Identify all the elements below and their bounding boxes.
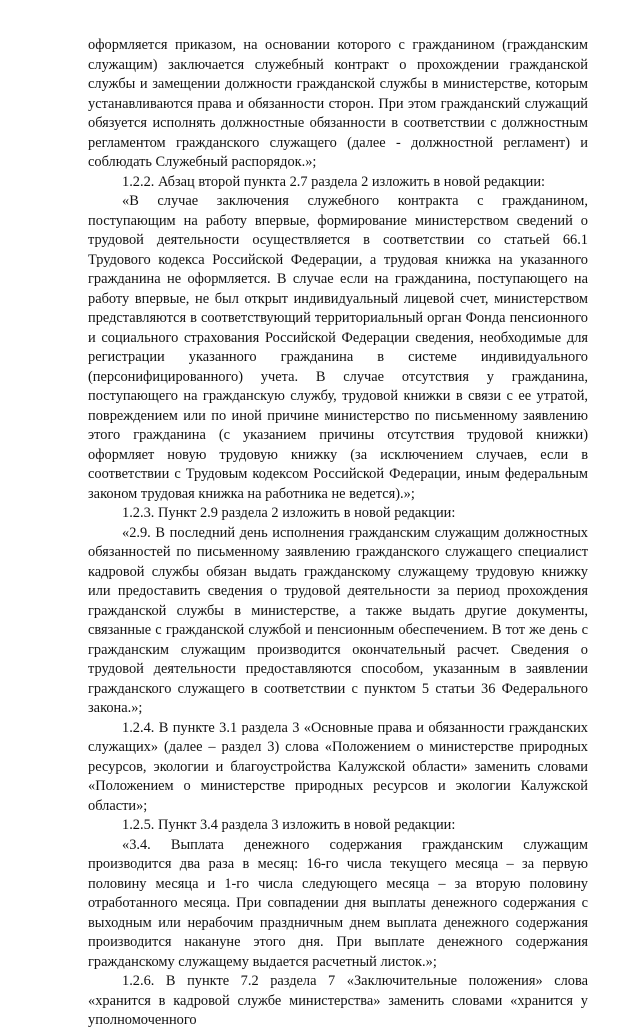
paragraph-1-2-2-body: «В случае заключения служебного контракта с гражданином, поступающим на работу впервые, формирование министерством сведений о трудовой деятельности осуществляется в соответствии со статьей 66.1 Трудового кодекса Российской Федерации, а трудовая книжка на указанного гражданина не оформляется. В случае если на гражданина, поступающего на работу впервые, не был открыт индивидуальный лицевой счет, министерством представляются в соответствующий территориальный орган Фонда пенсионного и социального страхования Российской Федерации сведения, необходимые для регистрации указанного гражданина в системе индивидуального (персонифицированного) учета. В случае отсутствия у гражданина, поступающего на гражданскую службу, трудовой книжки в связи с ее утратой, повреждением или по иной причине министерство по письменному заявлению этого гражданина (с указанием причины отсутствия трудовой книжки) оформляет новую трудовую книжку (за исключением случаев, если в соответствии с Трудовым кодексом Российской Федерации, иным федеральным законом трудовая книжка на работника не ведется).»;: [88, 193, 588, 502]
paragraph-1-2-3-heading: 1.2.3. Пункт 2.9 раздела 2 изложить в новой редакции:: [122, 505, 456, 521]
paragraph-1-2-2-heading: 1.2.2. Абзац второй пункта 2.7 раздела 2 изложить в новой редакции:: [122, 173, 546, 190]
paragraph-1-2-4: 1.2.4. В пункте 3.1 раздела 3 «Основные права и обязанности гражданских служащих» (далее – раздел 3) слова «Положением о министерстве природных ресурсов, экологии и благоустройства Калужской области» заменить словами «Положением о министерстве природных ресурсов и экологии Калужской области»;: [88, 719, 588, 814]
paragraph-1-2-5-body: «3.4. Выплата денежного содержания гражданским служащим производится два раза в месяц: 16-го числа текущего месяца – за первую половину месяца и 1-го числа следующего месяца – за вторую половину отработанного месяца. При совпадении дня выплаты денежного содержания с выходным или нерабочим праздничным днем выплата денежного содержания производится накануне этого дня. При выплате денежного содержания гражданскому служащему выдается расчетный листок.»;: [88, 836, 588, 970]
paragraph-1-2-3-body: «2.9. В последний день исполнения гражданским служащим должностных обязанностей по письменному заявлению гражданского служащего специалист кадровой службы обязан выдать гражданскому служащему трудовую книжку или предоставить сведения о трудовой деятельности за период прохождения гражданской службы в министерстве, а также выдать другие документы, связанные с гражданской службой и пенсионным обеспечением. В тот же день с гражданским служащим производится окончательный расчет. Сведения о трудовой деятельности предоставляются способом, указанным в заявлении гражданского служащего в соответствии с пунктом 5 статьи 36 Федерального закона.»;: [88, 524, 588, 716]
paragraph-1-2-5-heading: 1.2.5. Пункт 3.4 раздела 3 изложить в новой редакции:: [122, 817, 456, 833]
paragraph-1-2-6: 1.2.6. В пункте 7.2 раздела 7 «Заключительные положения» слова «хранится в кадровой службе министерства» заменить словами «хранится у уполномоченного: [88, 973, 588, 1028]
paragraph-continuation: оформляется приказом, на основании которого с гражданином (гражданским служащим) заключается служебный контракт о прохождении гражданской службы и замещении должности гражданской службы в министерстве, которым устанавливаются права и обязанности сторон. При этом гражданский служащий обязуется исполнять должностные обязанности в соответствии с должностным регламентом гражданского служащего (далее - должностной регламент) и соблюдать Служебный распорядок.»;: [88, 37, 588, 170]
document-body: [88, 36, 588, 1031]
